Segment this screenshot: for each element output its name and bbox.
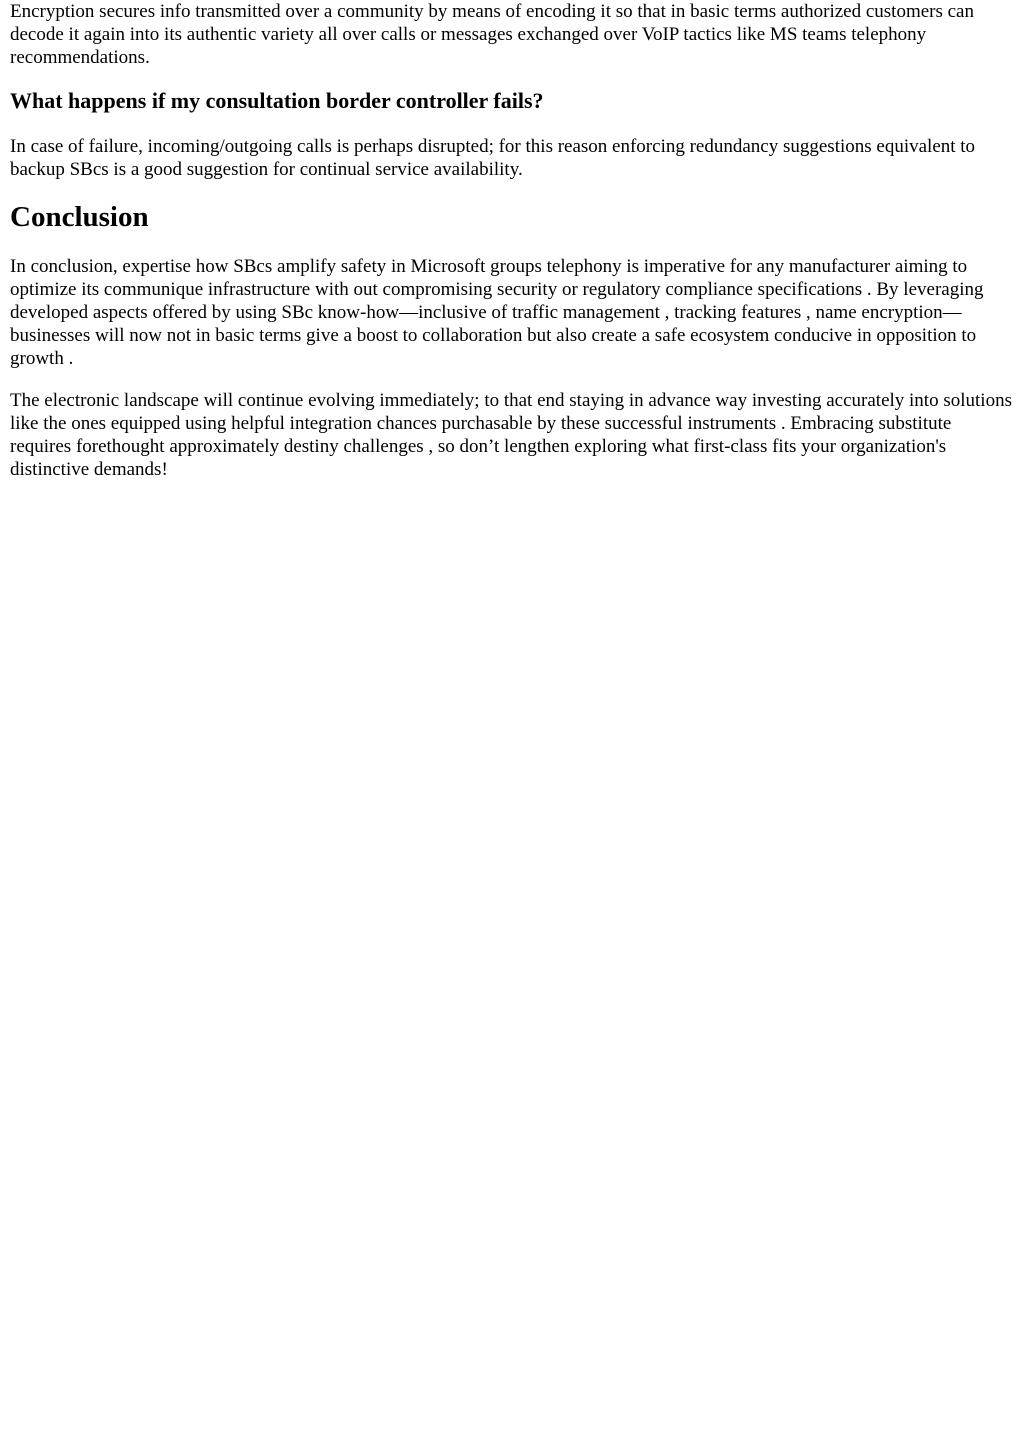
- closing-paragraph: The electronic landscape will continue evolving immediately; to that end staying in advance way investing accurately into solutions like the ones equipped using helpful integration chances purchasable by these successful instruments . Embracing substitute requires forethought approximately destiny challenges , so don’t lengthen exploring what first-class fits your organization's distinctive demands!: [10, 390, 1012, 480]
- article-body: [10, 0, 1014, 481]
- conclusion-paragraph: In conclusion, expertise how SBcs amplify safety in Microsoft groups telephony is imperative for any manufacturer aiming to optimize its communique infrastructure with out compromising security or regulatory compliance specifications . By leveraging developed aspects offered by using SBc know-how—inclusive of traffic management , tracking features , name encryption—businesses will now not in basic terms give a boost to collaboration but also create a safe ecosystem conducive in opposition to growth .: [10, 256, 984, 369]
- faq-question-heading: What happens if my consultation border controller fails?: [10, 88, 544, 113]
- failure-answer-paragraph: In case of failure, incoming/outgoing calls is perhaps disrupted; for this reason enforcing redundancy suggestions equivalent to backup SBcs is a good suggestion for continual service availability.: [10, 136, 976, 180]
- encryption-paragraph: Encryption secures info transmitted over a community by means of encoding it so that in basic terms authorized customers can decode it again into its authentic variety all over calls or messages exchanged over VoIP tactics like MS teams telephony recommendations.: [10, 1, 974, 68]
- conclusion-heading: Conclusion: [10, 201, 149, 233]
